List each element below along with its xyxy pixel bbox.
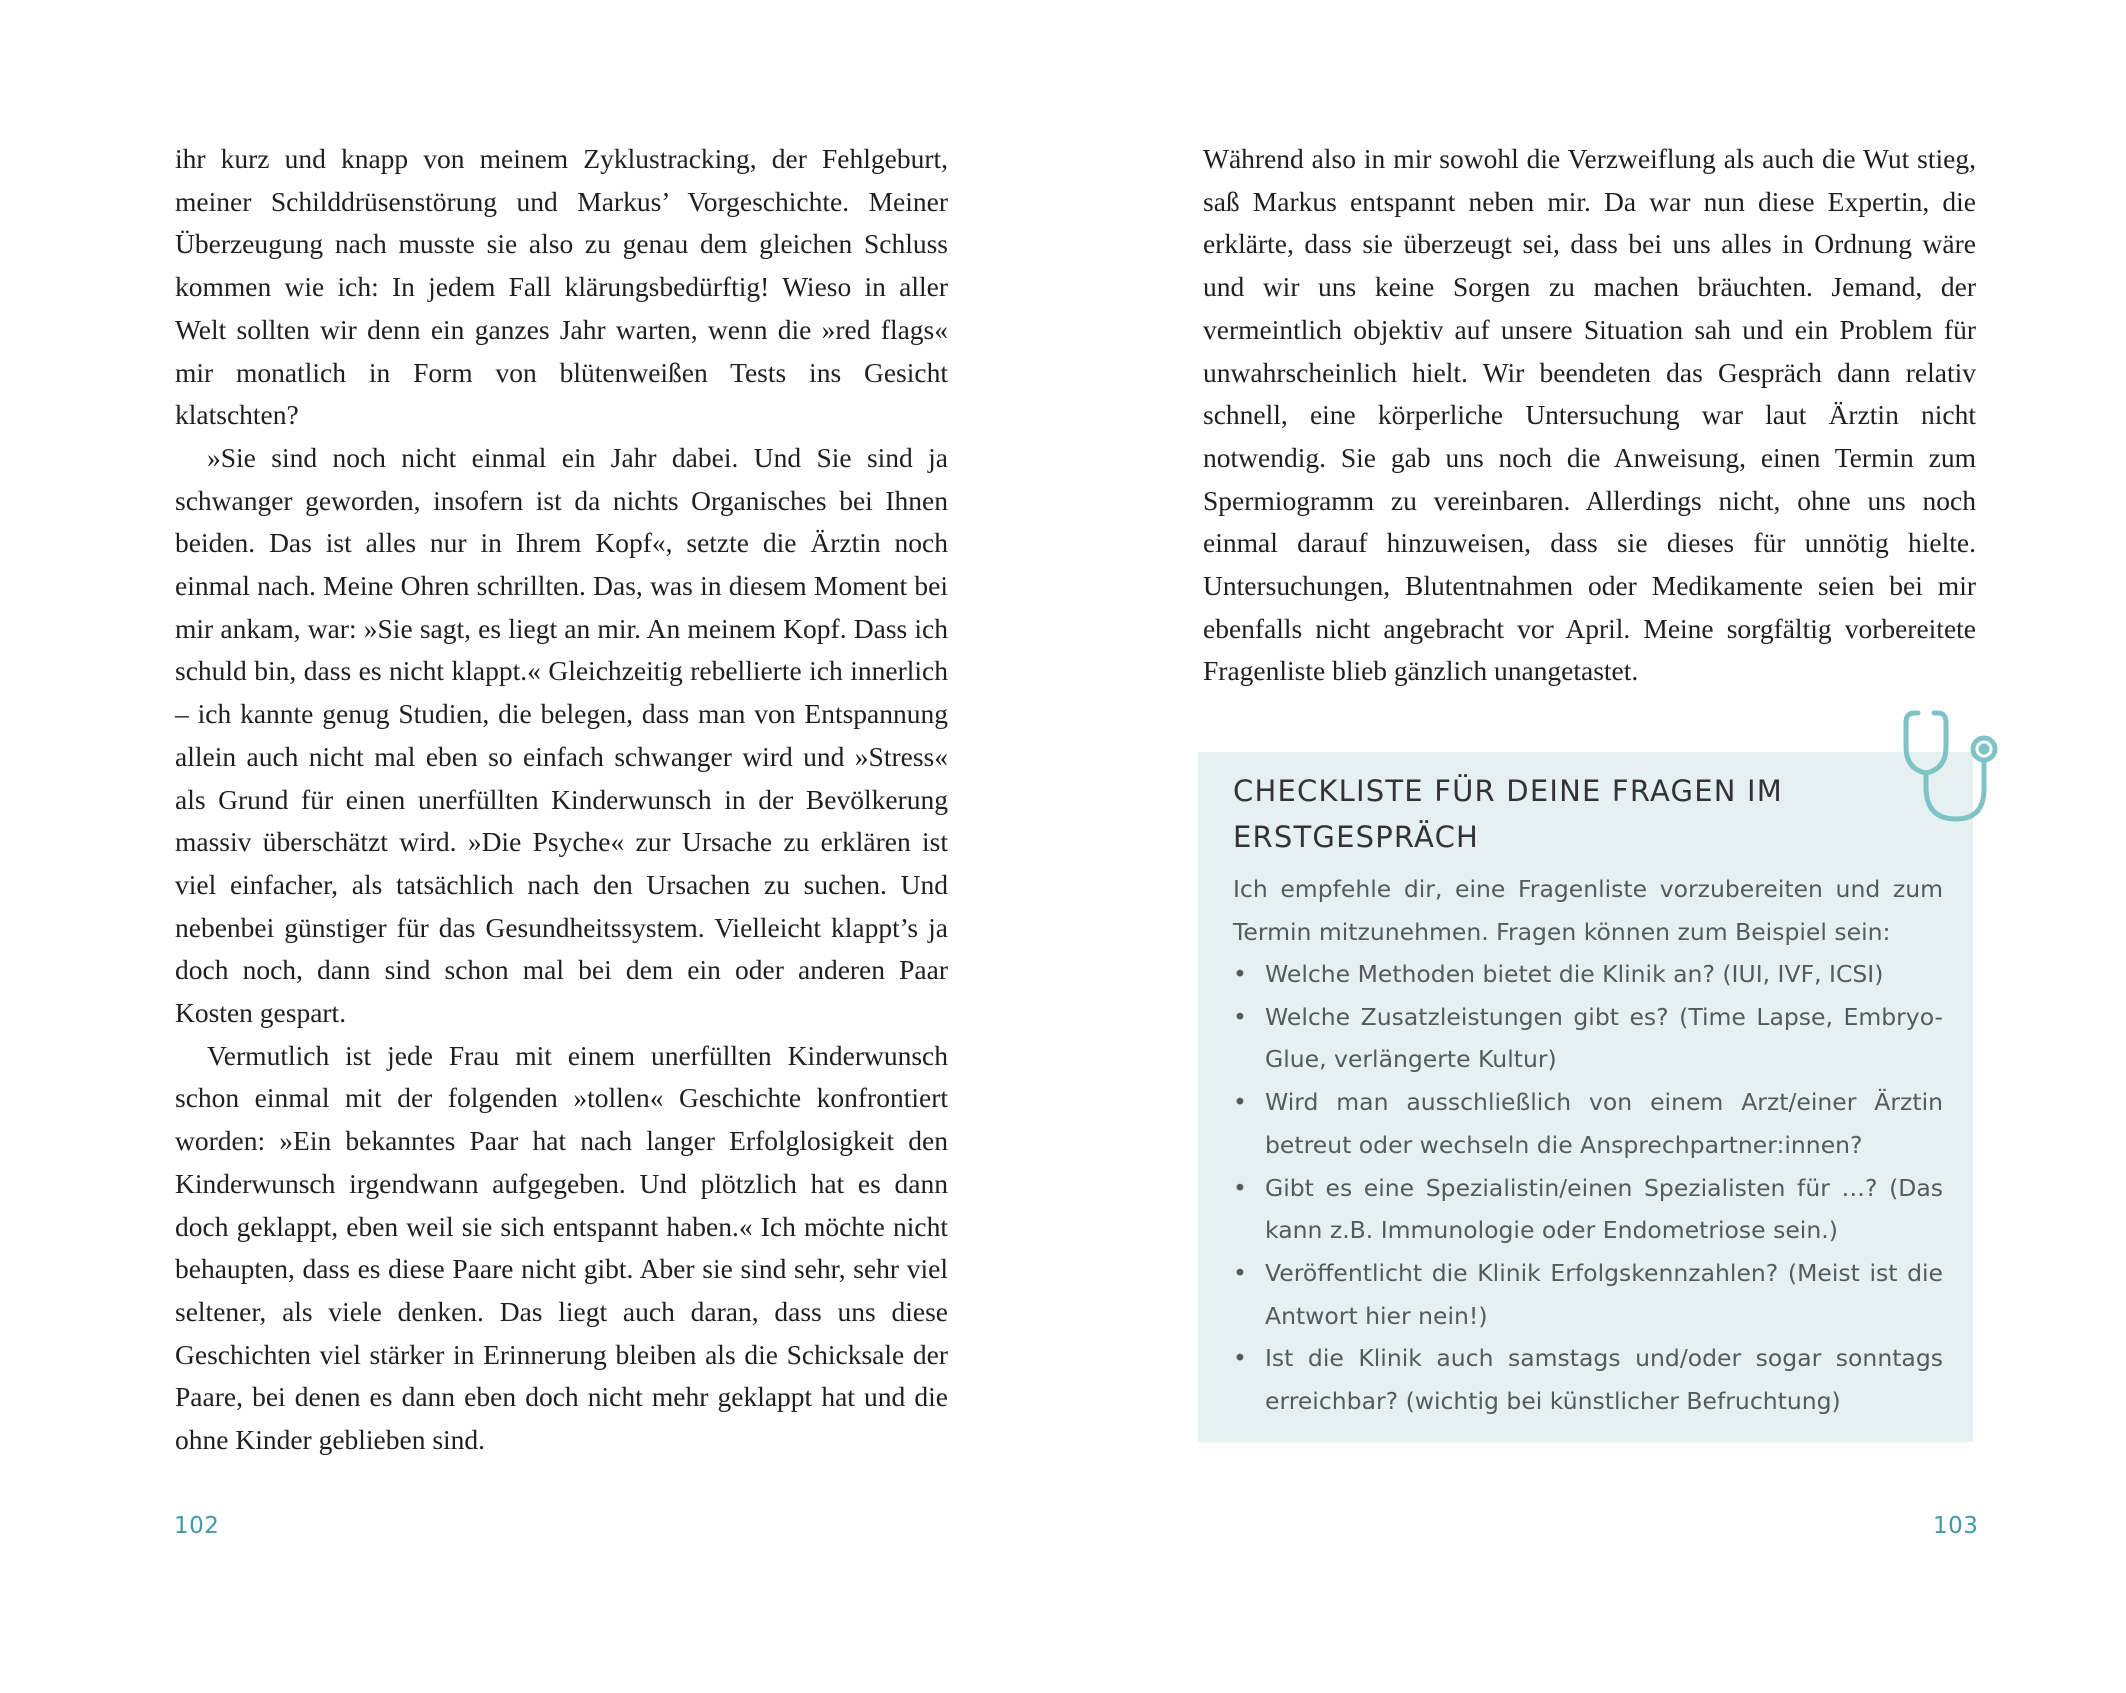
bullet: •: [1233, 960, 1247, 988]
list-item: [1233, 996, 1943, 1081]
list-item: [1233, 1081, 1943, 1166]
list-item-text: Welche Zusatzleistungen gibt es? (Time Lapse, Embryo-Glue, verlängerte Kultur): [1265, 1002, 1943, 1074]
paragraph: »Sie sind noch nicht einmal ein Jahr dabei. Und Sie sind ja schwanger geworden, insofern ist da nichts Organisches bei Ihnen beiden. Das ist alles nur in Ihrem Kopf«, setzte die Ärztin noch einmal nach. Meine Ohren schrillten. Das, was in diesem Moment bei mir ankam, war: »Sie sagt, es liegt an mir. An meinem Kopf. Dass ich schuld bin, dass es nicht klappt.« Gleichzeitig rebellierte ich innerlich – ich kannte genug Studien, die belegen, dass man von Entspannung allein auch nicht mal eben so einfach schwanger wird und »Stress« als Grund für einen unerfüllten Kinderwunsch in der Bevölkerung massiv überschätzt wird. »Die Psyche« zur Ursache zu erklären ist viel einfacher, als tatsächlich nach den Ursachen zu suchen. Und nebenbei günstiger für das Gesundheitssystem. Vielleicht klappt’s ja doch noch, dann sind schon mal bei dem ein oder anderen Paar Kosten gespart.: [175, 441, 948, 1029]
bullet: •: [1233, 1258, 1247, 1287]
checklist-intro: Ich empfehle dir, eine Fragenliste vorzubereiten und zum Termin mitzunehmen. Fragen können zum Beispiel sein:: [1233, 875, 1943, 946]
page-number-right: 103: [1933, 1513, 1979, 1539]
list-item-text: Welche Methoden bietet die Klinik an? (IUI, IVF, ICSI): [1265, 960, 1884, 988]
list-item-text: Gibt es eine Spezialistin/einen Spezialisten für …? (Das kann z.B. Immunologie oder Endometriose sein.): [1265, 1173, 1943, 1245]
checklist-title: [1233, 768, 1913, 860]
left-page-body: [175, 138, 948, 1462]
paragraph: Während also in mir sowohl die Verzweiflung als auch die Wut stieg, saß Markus entspannt neben mir. Da war nun diese Expertin, die erklärte, dass sie überzeugt sei, dass bei uns alles in Ordnung wäre und wir uns keine Sorgen zu machen bräuchten. Jemand, der vermeintlich objektiv auf unsere Situation sah und ein Problem für unwahrscheinlich hielt. Wir beendeten das Gespräch dann relativ schnell, eine körperliche Untersuchung war laut Ärztin nicht notwendig. Sie gab uns noch die Anweisung, einen Termin zum Spermiogramm zu vereinbaren. Allerdings nicht, ohne uns noch einmal darauf hinzuweisen, dass sie dieses für unnötig hielte. Untersuchungen, Blutentnahmen oder Medikamente seien bei mir ebenfalls nicht angebracht vor April. Meine sorgfältig vorbereitete Fragenliste blieb gänzlich unangetastet.: [1203, 143, 1976, 687]
right-page-body: [1203, 138, 1976, 693]
bullet: •: [1233, 1002, 1247, 1031]
paragraph: Vermutlich ist jede Frau mit einem unerfüllten Kinderwunsch schon einmal mit der folgenden »tollen« Geschichte konfrontiert worden: »Ein bekanntes Paar hat nach langer Erfolglosigkeit den Kinderwunsch irgendwann aufgegeben. Und plötzlich hat es dann doch geklappt, eben weil sie sich entspannt haben.« Ich möchte nicht behaupten, dass es diese Paare nicht gibt. Aber sie sind sehr, sehr viel seltener, als viele denken. Das liegt auch daran, dass uns diese Geschichten viel stärker in Erinnerung bleiben als die Schicksale der Paare, bei denen es dann eben doch nicht mehr geklappt hat und die ohne Kinder geblieben sind.: [175, 1039, 948, 1456]
list-item-text: Wird man ausschließlich von einem Arzt/einer Ärztin betreut oder wechseln die Ansprechpartner:innen?: [1265, 1088, 1943, 1159]
bullet: •: [1233, 1088, 1247, 1117]
list-item: [1233, 1337, 1943, 1422]
bullet: •: [1233, 1173, 1247, 1202]
checklist-title-line2: ERSTGESPRÄCH: [1233, 820, 1480, 854]
checklist-title-line1: CHECKLISTE FÜR DEINE FRAGEN IM: [1233, 774, 1783, 808]
list-item: [1233, 953, 1943, 996]
page-number-left: 102: [174, 1513, 220, 1539]
list-item-text: Veröffentlicht die Klinik Erfolgskennzahlen? (Meist ist die Antwort hier nein!): [1265, 1258, 1943, 1330]
stethoscope-icon: [1900, 703, 2010, 829]
checklist-items: [1233, 953, 1943, 1423]
list-item: [1233, 1252, 1943, 1337]
paragraph: ihr kurz und knapp von meinem Zyklustracking, der Fehlgeburt, meiner Schilddrüsenstörung und Markus’ Vorgeschichte. Meiner Überzeugung nach musste sie also zu genau dem gleichen Schluss kommen wie ich: In jedem Fall klärungsbedürftig! Wieso in aller Welt sollten wir denn ein ganzes Jahr warten, wenn die »red flags« mir monatlich in Form von blütenweißen Tests ins Gesicht klatschten?: [175, 143, 948, 431]
list-item: [1233, 1167, 1943, 1252]
list-item-text: Ist die Klinik auch samstags und/oder sogar sonntags erreichbar? (wichtig bei künstlicher Befruchtung): [1265, 1344, 1943, 1416]
bullet: •: [1233, 1344, 1247, 1373]
